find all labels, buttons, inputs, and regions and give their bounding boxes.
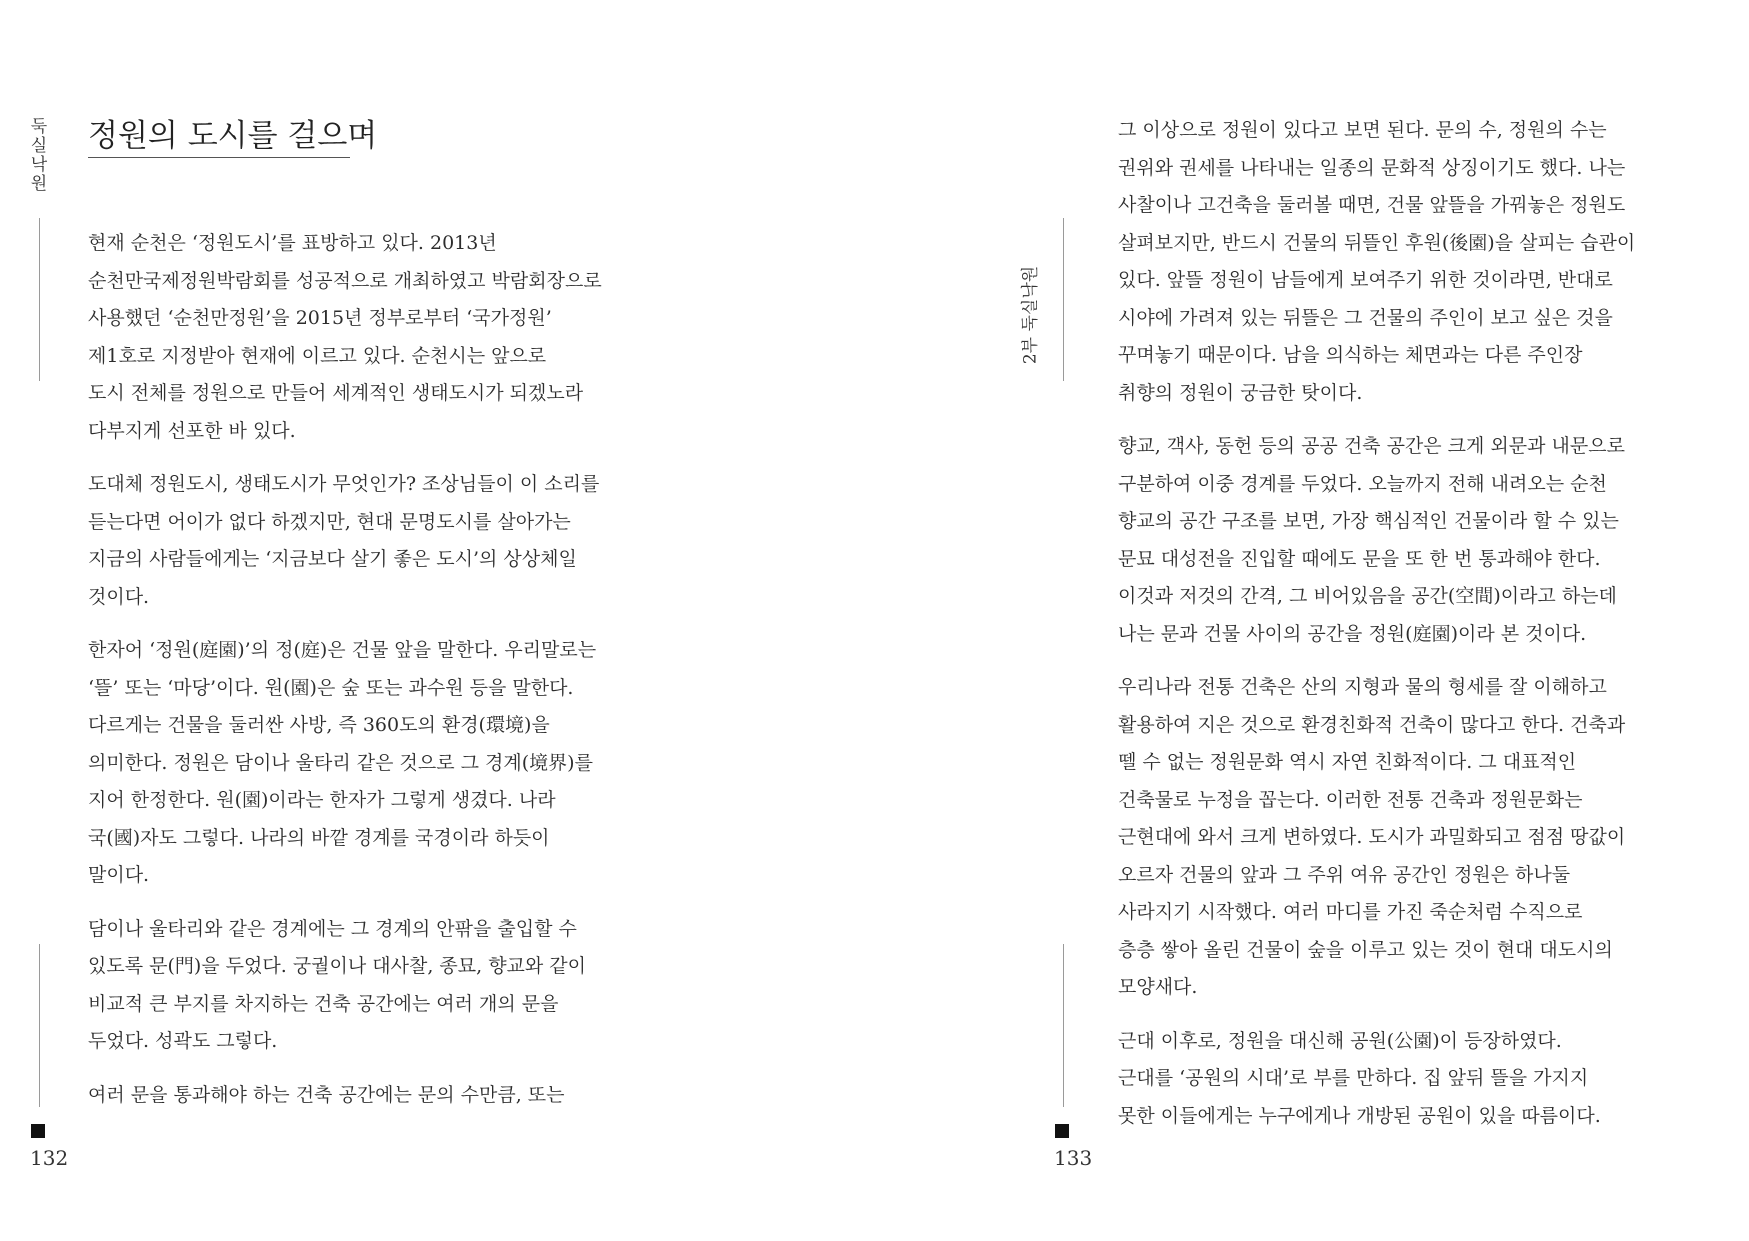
text-line: 다부지게 선포한 바 있다. xyxy=(88,419,296,442)
paragraph xyxy=(88,466,688,616)
text-line: 향교, 객사, 동헌 등의 공공 건축 공간은 크게 외문과 내문으로 xyxy=(1118,435,1625,457)
page-marker-right xyxy=(1055,1124,1069,1138)
text-line: 듣는다면 어이가 없다 하겠지만, 현대 문명도시를 살아가는 xyxy=(88,510,571,533)
text-line: 오르자 건물의 앞과 그 주위 여유 공간인 정원은 하나둘 xyxy=(1118,863,1571,886)
text-line: 제1호로 지정받아 현재에 이르고 있다. 순천시는 앞으로 xyxy=(88,344,547,367)
text-line: 뗄 수 없는 정원문화 역시 자연 친화적이다. 그 대표적인 xyxy=(1118,751,1577,773)
text-line: 지어 한정한다. 원(園)이라는 한자가 그렇게 생겼다. 나라 xyxy=(88,789,556,811)
text-line: 꾸며놓기 때문이다. 남을 의식하는 체면과는 다른 주인장 xyxy=(1118,344,1583,366)
page-number-left: 132 xyxy=(30,1146,69,1170)
text-line: 담이나 울타리와 같은 경계에는 그 경계의 안팎을 출입할 수 xyxy=(88,917,577,940)
text-line: 순천만국제정원박람회를 성공적으로 개최하였고 박람회장으로 xyxy=(88,269,602,292)
text-line: 취향의 정원이 궁금한 탓이다. xyxy=(1118,381,1363,404)
text-line: 의미한다. 정원은 담이나 울타리 같은 것으로 그 경계(境界)를 xyxy=(88,751,593,774)
text-line: 문묘 대성전을 진입할 때에도 문을 또 한 번 통과해야 한다. xyxy=(1118,547,1601,570)
text-line: 비교적 큰 부지를 차지하는 건축 공간에는 여러 개의 문을 xyxy=(88,992,559,1015)
paragraph xyxy=(88,911,688,1061)
text-line: 있다. 앞뜰 정원이 남들에게 보여주기 위한 것이라면, 반대로 xyxy=(1118,269,1613,291)
text-line: 나는 문과 건물 사이의 공간을 정원(庭園)이라 본 것이다. xyxy=(1118,622,1587,645)
paragraph xyxy=(88,1077,688,1115)
text-line: 이것과 저것의 간격, 그 비어있음을 공간(空間)이라고 하는데 xyxy=(1118,585,1617,607)
text-line: 근대 이후로, 정원을 대신해 공원(公園)이 등장하였다. xyxy=(1118,1029,1562,1052)
page-marker-left xyxy=(31,1124,45,1138)
text-line: 그 이상으로 정원이 있다고 보면 된다. 문의 수, 정원의 수는 xyxy=(1118,119,1607,141)
text-line: 권위와 권세를 나타내는 일종의 문화적 상징이기도 했다. 나는 xyxy=(1118,156,1626,179)
text-line: 사용했던 ‘순천만정원’을 2015년 정부로부터 ‘국가정원’ xyxy=(88,307,552,329)
paragraph xyxy=(1118,669,1718,1007)
text-line: ‘뜰’ 또는 ‘마당’이다. 원(園)은 숲 또는 과수원 등을 말한다. xyxy=(88,676,574,699)
text-line: 국(國)자도 그렇다. 나라의 바깥 경계를 국경이라 하듯이 xyxy=(88,826,550,849)
paragraph xyxy=(88,225,688,450)
text-line: 사라지기 시작했다. 여러 마디를 가진 죽순처럼 수직으로 xyxy=(1118,901,1583,923)
text-line: 구분하여 이중 경계를 두었다. 오늘까지 전해 내려오는 순천 xyxy=(1118,472,1607,495)
paragraph xyxy=(1118,112,1718,412)
text-line: 근대를 ‘공원의 시대’로 부를 만하다. 집 앞뒤 뜰을 가지지 xyxy=(1118,1067,1589,1089)
right-page xyxy=(874,0,1749,1241)
paragraph xyxy=(1118,428,1718,653)
title-underline xyxy=(88,157,350,158)
margin-rule-bottom-right xyxy=(1063,944,1064,1107)
body-text-right xyxy=(1118,112,1718,1151)
text-line: 건축물로 누정을 꼽는다. 이러한 전통 건축과 정원문화는 xyxy=(1118,788,1583,811)
text-line: 여러 문을 통과해야 하는 건축 공간에는 문의 수만큼, 또는 xyxy=(88,1083,565,1106)
text-line: 활용하여 지은 것으로 환경친화적 건축이 많다고 한다. 건축과 xyxy=(1118,713,1626,736)
text-line: 우리나라 전통 건축은 산의 지형과 물의 형세를 잘 이해하고 xyxy=(1118,676,1607,698)
chapter-title: 정원의 도시를 걸으며 xyxy=(88,118,378,154)
left-page xyxy=(0,0,874,1241)
text-line: 도대체 정원도시, 생태도시가 무엇인가? 조상님들이 이 소리를 xyxy=(88,473,600,495)
text-line: 한자어 ‘정원(庭園)’의 정(庭)은 건물 앞을 말한다. 우리말로는 xyxy=(88,639,597,661)
text-line: 도시 전체를 정원으로 만들어 세계적인 생태도시가 되겠노라 xyxy=(88,382,584,404)
text-line: 두었다. 성곽도 그렇다. xyxy=(88,1030,278,1052)
text-line: 층층 쌓아 올린 건물이 숲을 이루고 있는 것이 현대 대도시의 xyxy=(1118,938,1613,961)
text-line: 못한 이들에게는 누구에게나 개방된 공원이 있을 따름이다. xyxy=(1118,1104,1601,1127)
text-line: 다르게는 건물을 둘러싼 사방, 즉 360도의 환경(環境)을 xyxy=(88,714,550,736)
text-line: 모양새다. xyxy=(1118,976,1198,998)
text-line: 지금의 사람들에게는 ‘지금보다 살기 좋은 도시’의 상상체일 xyxy=(88,548,577,570)
page-number-right: 133 xyxy=(1054,1146,1093,1170)
text-line: 시야에 가려져 있는 뒤뜰은 그 건물의 주인이 보고 싶은 것을 xyxy=(1118,306,1613,329)
text-line: 향교의 공간 구조를 보면, 가장 핵심적인 건물이라 할 수 있는 xyxy=(1118,510,1619,532)
running-head-left: 둑실낙원 xyxy=(30,117,48,194)
text-line: 말이다. xyxy=(88,864,150,886)
body-text-left xyxy=(88,225,688,1130)
margin-rule-bottom-left xyxy=(39,944,40,1107)
paragraph xyxy=(1118,1023,1718,1136)
text-line: 근현대에 와서 크게 변하였다. 도시가 과밀화되고 점점 땅값이 xyxy=(1118,826,1626,848)
text-line: 것이다. xyxy=(88,585,150,608)
text-line: 사찰이나 고건축을 둘러볼 때면, 건물 앞뜰을 가꿔놓은 정원도 xyxy=(1118,194,1626,216)
paragraph xyxy=(88,632,688,895)
margin-rule-top-left xyxy=(39,218,40,381)
text-line: 있도록 문(門)을 두었다. 궁궐이나 대사찰, 종묘, 향교와 같이 xyxy=(88,955,587,977)
text-line: 현재 순천은 ‘정원도시’를 표방하고 있다. 2013년 xyxy=(88,232,497,254)
margin-rule-top-right xyxy=(1063,218,1064,381)
running-head-right: 2부 둑실낙원 xyxy=(1020,265,1041,365)
text-line: 살펴보지만, 반드시 건물의 뒤뜰인 후원(後園)을 살피는 습관이 xyxy=(1118,231,1636,254)
